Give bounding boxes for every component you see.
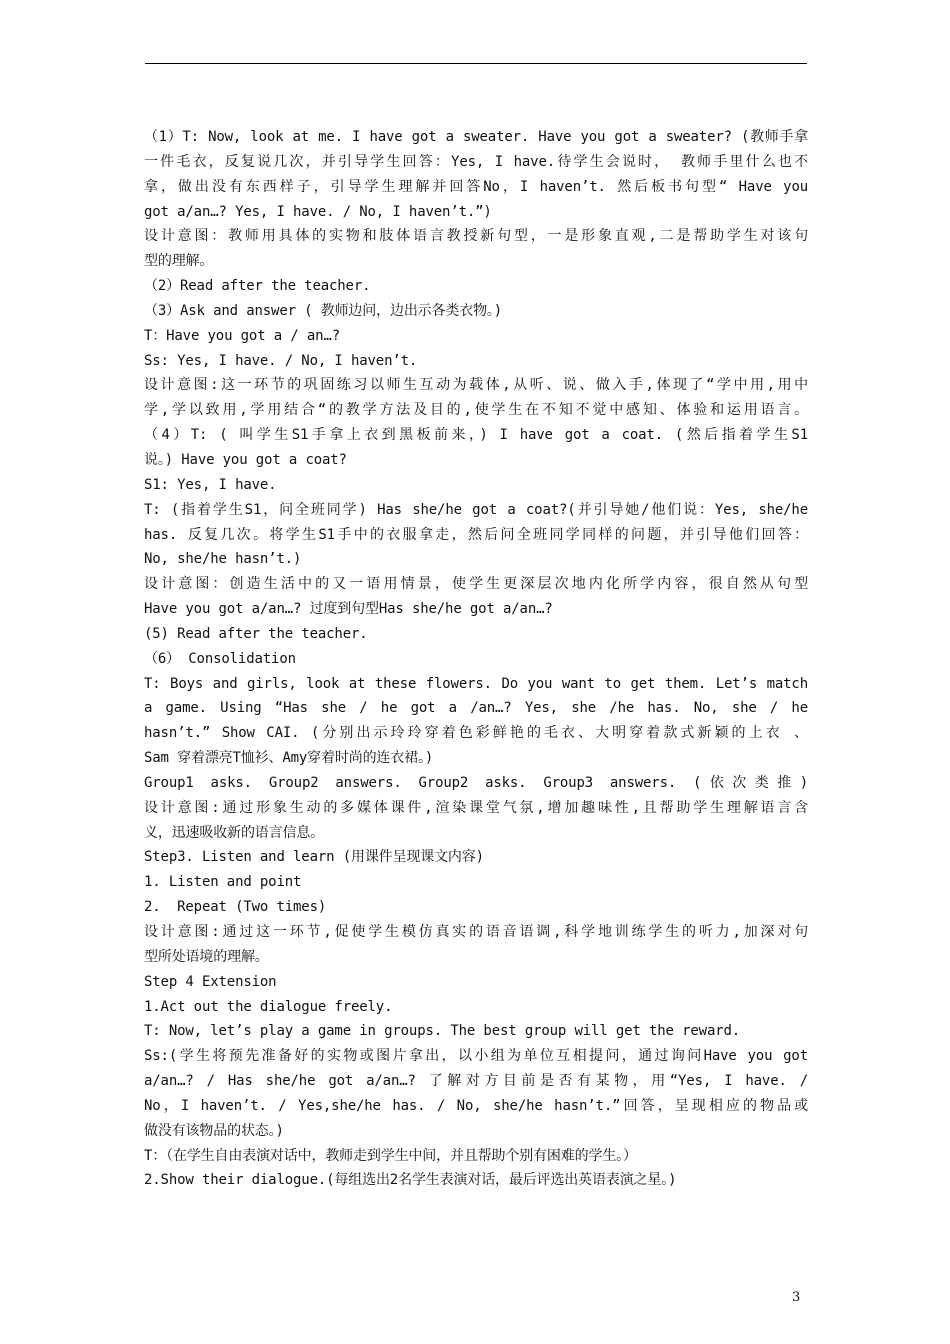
text-line: (5) Read after the teacher. [144, 625, 368, 642]
text-line: T: (指着学生S1，问全班同学) Has she/he got a coat?(并引导她/他们说：Yes, she/he [144, 501, 808, 518]
text-line: （4）T: ( 叫学生S1手拿上衣到黑板前来，) I have got a coat. (然后指着学生S1 [144, 427, 808, 444]
text-line: 拿，做出没有东西样子，引导学生理解并回答No，I haven’t. 然后板书句型“ Have you [144, 178, 808, 195]
text-line: No, she/he hasn’t.) [144, 551, 302, 568]
text-line: 1. Listen and point [144, 874, 302, 891]
text-line: a game. Using “Has she / he got a /an…? Yes, she /he has. No, she / he [144, 700, 808, 717]
text-line: Ss:(学生将预先准备好的实物或图片拿出，以小组为单位互相提问，通过询问Have you got [144, 1048, 808, 1065]
text-line: （1）T: Now, look at me. I have got a sweater. Have you got a sweater? (教师手拿 [144, 129, 808, 145]
text-line: （6） Consolidation [144, 650, 296, 667]
text-line: Step 4 Extension [144, 973, 277, 990]
text-line: 2.Show their dialogue.(每组选出2名学生表演对话，最后评选出英语表演之星。) [144, 1172, 677, 1189]
text-line: Sam 穿着漂亮T恤衫、Amy穿着时尚的连衣裙。) [144, 750, 434, 767]
document-body [144, 125, 808, 1193]
text-line: T: Boys and girls, look at these flowers. Do you want to get them. Let’s match [144, 675, 808, 692]
text-line: T：Have you got a / an…? [144, 327, 340, 344]
text-line: a/an…? / Has she/he got a/an…? 了解对方目前是否有某物，用“Yes, I have. / [144, 1073, 808, 1090]
text-line: 做没有该物品的状态。) [144, 1122, 284, 1139]
text-line: 设计意图:通过这一环节,促使学生模仿真实的语音语调,科学地训练学生的听力,加深对句 [144, 924, 808, 940]
text-line: 学,学以致用,学用结合“的教学方法及目的,使学生在不知不觉中感知、体验和运用语言。 [144, 402, 808, 419]
text-line: No，I haven’t. / Yes,she/he has. / No, she/he hasn’t.”回答，呈现相应的物品或 [144, 1097, 808, 1114]
text-line: 设计意图：教师用具体的实物和肢体语言教授新句型，一是形象直观,二是帮助学生对该句 [144, 228, 808, 245]
text-line: 设计意图：创造生活中的又一语用情景，使学生更深层次地内化所学内容，很自然从句型 [144, 576, 808, 593]
text-line: Ss: Yes, I have. / No, I haven’t. [144, 352, 418, 369]
text-line: 设计意图:通过形象生动的多媒体课件,渲染课堂气氛,增加趣味性,且帮助学生理解语言含 [144, 799, 808, 816]
page-number: 3 [792, 1290, 801, 1305]
text-line: T: Now, let’s play a game in groups. The best group will get the reward. [144, 1023, 741, 1040]
text-line: （2）Read after the teacher. [144, 278, 371, 295]
text-line: Group1 asks. Group2 answers. Group2 asks. Group3 answers. (依次类推) [144, 774, 808, 791]
text-line: hasn’t.” Show CAI. (分别出示玲玲穿着色彩鲜艳的毛衣、大明穿着款式新颖的上衣 、 [144, 725, 808, 742]
text-line: has. 反复几次。将学生S1手中的衣服拿走，然后问全班同学同样的问题，并引导他们回答： [144, 526, 808, 543]
text-line: Have you got a/an…? 过度到句型Has she/he got a/an…? [144, 601, 553, 618]
text-line: 1.Act out the dialogue freely. [144, 998, 393, 1015]
text-line: 2. Repeat (Two times) [144, 899, 327, 916]
text-line: 设计意图:这一环节的巩固练习以师生互动为载体,从听、说、做入手,体现了“学中用,用中 [144, 377, 808, 394]
text-line: Step3. Listen and learn (用课件呈现课文内容) [144, 849, 484, 866]
text-line: 型所处语境的理解。 [144, 948, 269, 965]
header-rule [145, 63, 807, 64]
text-line: 一件毛衣，反复说几次，并引导学生回答：Yes, I have.待学生会说时， 教师手里什么也不 [144, 153, 808, 170]
text-line: S1: Yes, I have. [144, 476, 277, 493]
text-line: 型的理解。 [144, 253, 214, 270]
text-line: T：（在学生自由表演对话中，教师走到学生中间，并且帮助个别有困难的学生。） [144, 1147, 637, 1164]
text-line: 义，迅速吸收新的语言信息。 [144, 824, 325, 841]
text-line: 说。) Have you got a coat? [144, 451, 347, 468]
text-line: got a/an…? Yes, I have. / No, I haven’t.”) [144, 203, 492, 220]
text-line: （3）Ask and answer ( 教师边问，边出示各类衣物。) [144, 302, 503, 319]
